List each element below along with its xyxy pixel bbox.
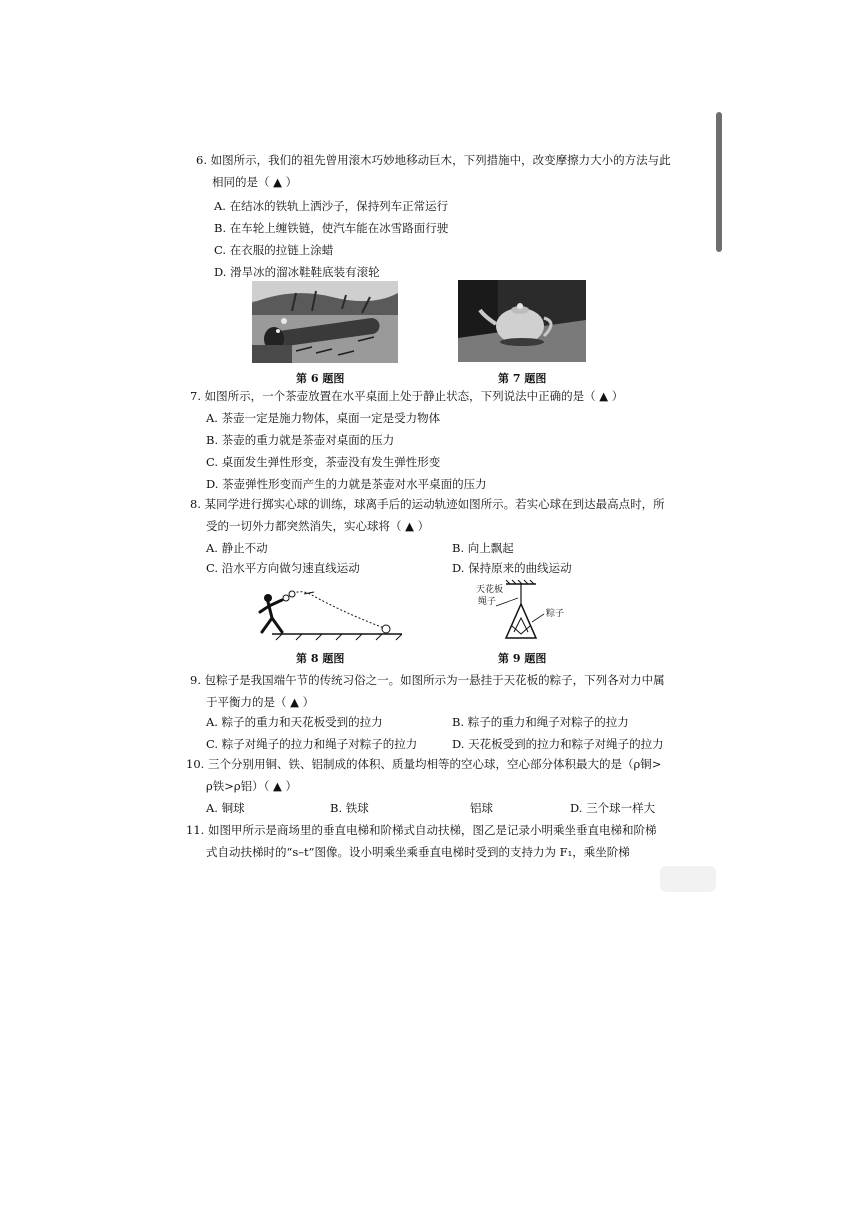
q11-stem-line2: 式自动扶梯时的“s–t”图像。设小明乘坐乘垂直电梯时受到的支持力为 F₁，乘坐阶梯 [206, 845, 630, 859]
q7-option-b: B. 茶壶的重力就是茶壶对桌面的压力 [206, 433, 395, 447]
q8-stem-line1: 8. 某同学进行掷实心球的训练，球离手后的运动轨迹如图所示。若实心球在到达最高点时，所 [190, 497, 665, 511]
q6-option-d: D. 滑旱冰的溜冰鞋鞋底装有滚轮 [214, 265, 380, 279]
q8-option-c: C. 沿水平方向做匀速直线运动 [206, 561, 360, 575]
figure-8-shot-put [252, 582, 412, 642]
page-corner-mark [660, 866, 716, 892]
q9-option-b: B. 粽子的重力和绳子对粽子的拉力 [452, 715, 629, 729]
q6-stem-line2: 相同的是（ ▲ ） [212, 175, 298, 189]
label-zongzi: 粽子 [546, 609, 565, 619]
q10-stem-line1: 10. 三个分别用铜、铁、铝制成的体积、质量均相等的空心球，空心部分体积最大的是（ρ铜> [186, 757, 662, 771]
q10-option-d: D. 三个球一样大 [570, 801, 656, 815]
q10-option-a: A. 铜球 [206, 801, 245, 815]
q8-option-d: D. 保持原来的曲线运动 [452, 561, 572, 575]
q9-option-d: D. 天花板受到的拉力和粽子对绳子的拉力 [452, 737, 664, 751]
q8-option-b: B. 向上飘起 [452, 541, 514, 555]
label-ceiling: 天花板 [476, 585, 504, 595]
q6-option-b: B. 在车轮上缠铁链，使汽车能在冰雪路面行驶 [214, 221, 449, 235]
figure-9-zongzi [476, 578, 596, 646]
q10-option-c: 铝球 [470, 801, 493, 815]
figure-6-rolling-logs [252, 281, 398, 363]
q7-option-d: D. 茶壶弹性形变而产生的力就是茶壶对水平桌面的压力 [206, 477, 487, 491]
figure-9-caption: 第 9 题图 [498, 652, 547, 665]
scrollbar[interactable] [716, 112, 722, 252]
q6-option-c: C. 在衣服的拉链上涂蜡 [214, 243, 334, 257]
q8-option-a: A. 静止不动 [206, 541, 268, 555]
q9-stem-line2: 于平衡力的是（ ▲ ） [206, 695, 315, 709]
q7-option-c: C. 桌面发生弹性形变，茶壶没有发生弹性形变 [206, 455, 441, 469]
q9-option-c: C. 粽子对绳子的拉力和绳子对粽子的拉力 [206, 737, 418, 751]
figure-7-teapot [458, 280, 586, 362]
figure-8-caption: 第 8 题图 [296, 652, 345, 665]
q6-stem-line1: 6. 如图所示，我们的祖先曾用滚木巧妙地移动巨木，下列措施中，改变摩擦力大小的方法与此 [196, 153, 671, 167]
q8-stem-line2: 受的一切外力都突然消失，实心球将（ ▲ ） [206, 519, 430, 533]
figure-6-caption: 第 6 题图 [296, 372, 345, 385]
q7-stem-line1: 7. 如图所示，一个茶壶放置在水平桌面上处于静止状态，下列说法中正确的是（ ▲ ） [190, 389, 624, 403]
q7-option-a: A. 茶壶一定是施力物体，桌面一定是受力物体 [206, 411, 441, 425]
q11-stem-line1: 11. 如图甲所示是商场里的垂直电梯和阶梯式自动扶梯，图乙是记录小明乘坐垂直电梯和阶梯 [186, 823, 657, 837]
q6-option-a: A. 在结冰的铁轨上洒沙子，保持列车正常运行 [214, 199, 449, 213]
q10-option-b: B. 铁球 [330, 801, 369, 815]
figure-7-caption: 第 7 题图 [498, 372, 547, 385]
q10-stem-line2: ρ铁>ρ铝）（ ▲ ） [206, 779, 298, 793]
label-rope: 绳子 [478, 597, 497, 607]
q9-option-a: A. 粽子的重力和天花板受到的拉力 [206, 715, 383, 729]
q9-stem-line1: 9. 包粽子是我国端午节的传统习俗之一。如图所示为一悬挂于天花板的粽子，下列各对力中属 [190, 673, 665, 687]
